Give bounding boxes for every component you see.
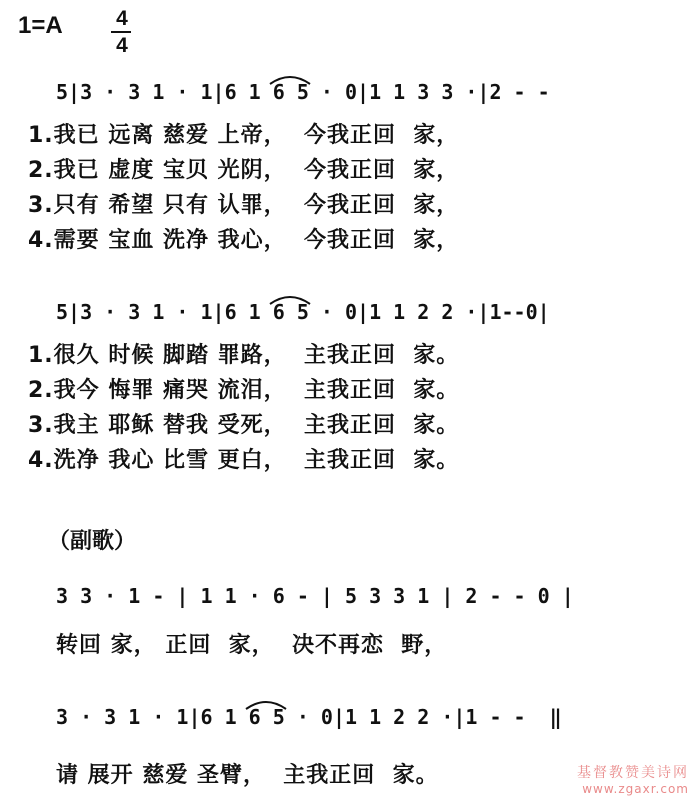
slur-mark	[268, 290, 312, 306]
lyric-line: 转回 家， 正回 家， 决不再恋 野，	[56, 633, 448, 658]
lyric-line: 4.洗净 我心 比雪 更白， 主我正回 家。	[28, 448, 460, 473]
notation-line: 3 · 3 1 · 1|6 1 6 5 · 0|1 1 2 2 ·|1 - - ‖	[56, 705, 562, 729]
lyric-line: 请 展开 慈爱 圣臂， 主我正回 家。	[56, 763, 439, 788]
lyric-line: 3.只有 希望 只有 认罪， 今我正回 家，	[28, 193, 460, 218]
slur-mark	[244, 695, 288, 711]
time-signature-top: 4	[116, 7, 128, 30]
chorus-label: （副歌）	[48, 529, 137, 554]
time-signature-bottom: 4	[116, 34, 128, 57]
lyric-line: 1.我已 远离 慈爱 上帝， 今我正回 家，	[28, 123, 460, 148]
lyric-line: 2.我今 悔罪 痛哭 流泪， 主我正回 家。	[28, 378, 460, 403]
watermark-line2: www.zgaxr.com	[582, 782, 689, 796]
key-signature: 1=A	[18, 12, 63, 39]
notation-line: 5|3 · 3 1 · 1|6 1 6 5 · 0|1 1 3 3 ·|2 - -	[56, 80, 550, 104]
lyric-line: 1.很久 时候 脚踏 罪路， 主我正回 家。	[28, 343, 460, 368]
watermark-line1: 基督教赞美诗网	[577, 765, 689, 781]
lyric-line: 4.需要 宝血 洗净 我心， 今我正回 家，	[28, 228, 460, 253]
time-signature-bar	[111, 31, 131, 33]
notation-line: 3 3 · 1 - | 1 1 · 6 - | 5 3 3 1 | 2 - - 0 |	[56, 584, 574, 608]
lyric-line: 2.我已 虚度 宝贝 光阴， 今我正回 家，	[28, 158, 460, 183]
lyric-line: 3.我主 耶稣 替我 受死， 主我正回 家。	[28, 413, 460, 438]
watermark	[539, 762, 689, 796]
slur-mark	[268, 70, 312, 86]
notation-line: 5|3 · 3 1 · 1|6 1 6 5 · 0|1 1 2 2 ·|1--0|	[56, 300, 550, 324]
